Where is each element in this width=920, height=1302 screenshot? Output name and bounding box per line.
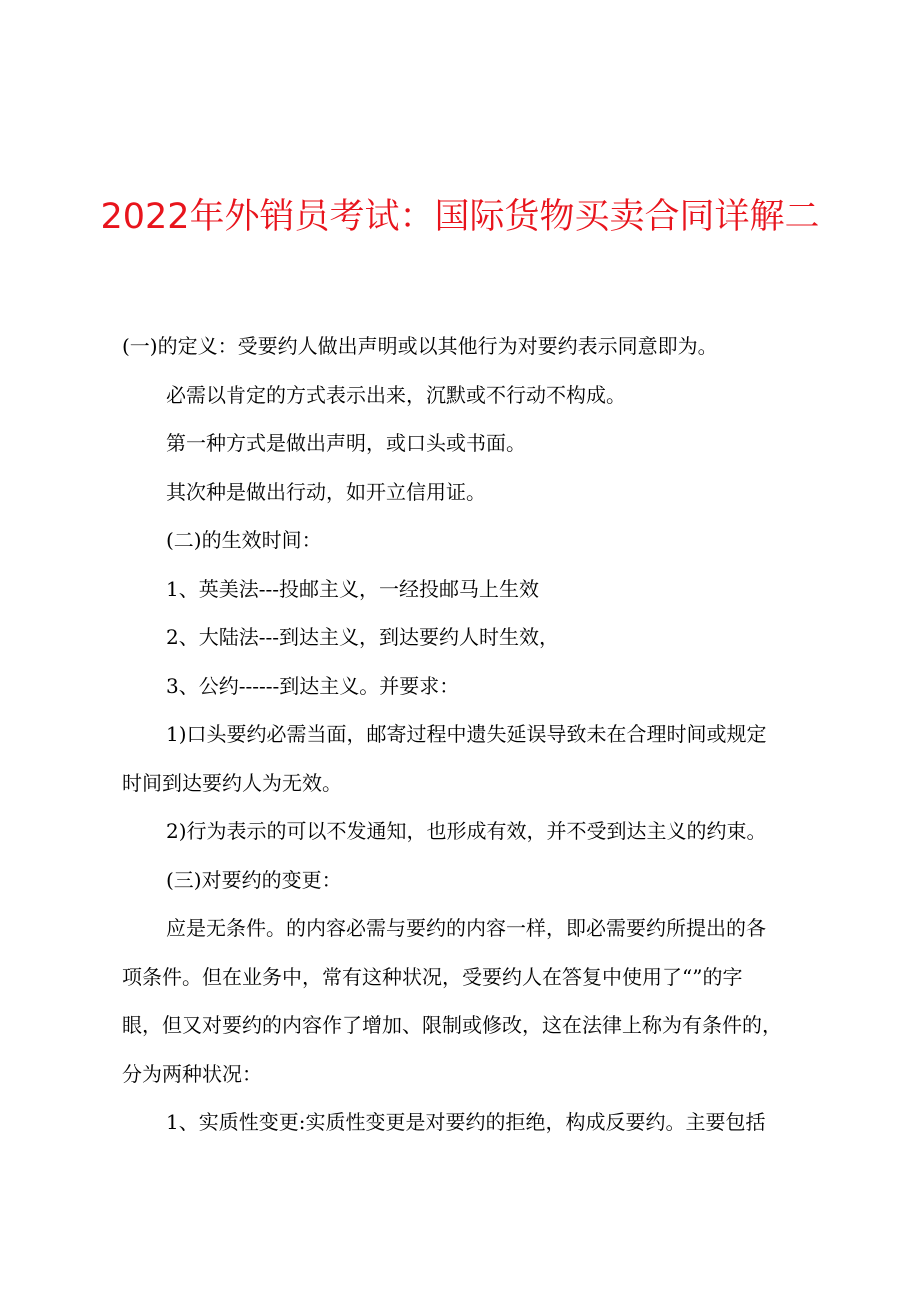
list-item: 2、大陆法---到达主义，到达要约人时生效， [166,625,559,649]
list-item: 1、实质性变更:实质性变更是对要约的拒绝，构成反要约。主要包括 [166,1110,766,1134]
paragraph: 第一种方式是做出声明，或口头或书面。 [166,431,526,455]
paragraph: 2)行为表示的可以不发通知，也形成有效，并不受到达主义的约束。 [166,819,767,843]
paragraph-definition: (一)的定义：受要约人做出声明或以其他行为对要约表示同意即为。 [122,334,718,358]
paragraph-line: 时间到达要约人为无效。 [122,770,342,795]
paragraph: 必需以肯定的方式表示出来，沉默或不行动不构成。 [166,382,626,407]
paragraph-line: 分为两种状况： [122,1061,262,1086]
paragraph-line: 项条件。但在业务中，常有这种状况，受要约人在答复中使用了“”的字 [122,964,743,989]
paragraph-line: 眼，但又对要约的内容作了增加、限制或修改，这在法律上称为有条件的， [122,1013,782,1037]
section-heading: (二)的生效时间： [166,528,322,552]
list-item: 3、公约------到达主义。并要求： [166,673,460,698]
list-item: 1、英美法---投邮主义，一经投邮马上生效 [166,576,539,601]
paragraph-line: 1)口头要约必需当面，邮寄过程中遗失延误导致未在合理时间或规定 [166,722,767,746]
document-title: 2022年外销员考试：国际货物买卖合同详解二 [100,197,820,237]
paragraph: 其次种是做出行动，如开立信用证。 [166,479,486,504]
document-body [122,322,812,1147]
paragraph-line: 应是无条件。的内容必需与要约的内容一样，即必需要约所提出的各 [166,916,766,940]
section-heading: (三)对要约的变更： [166,867,342,892]
